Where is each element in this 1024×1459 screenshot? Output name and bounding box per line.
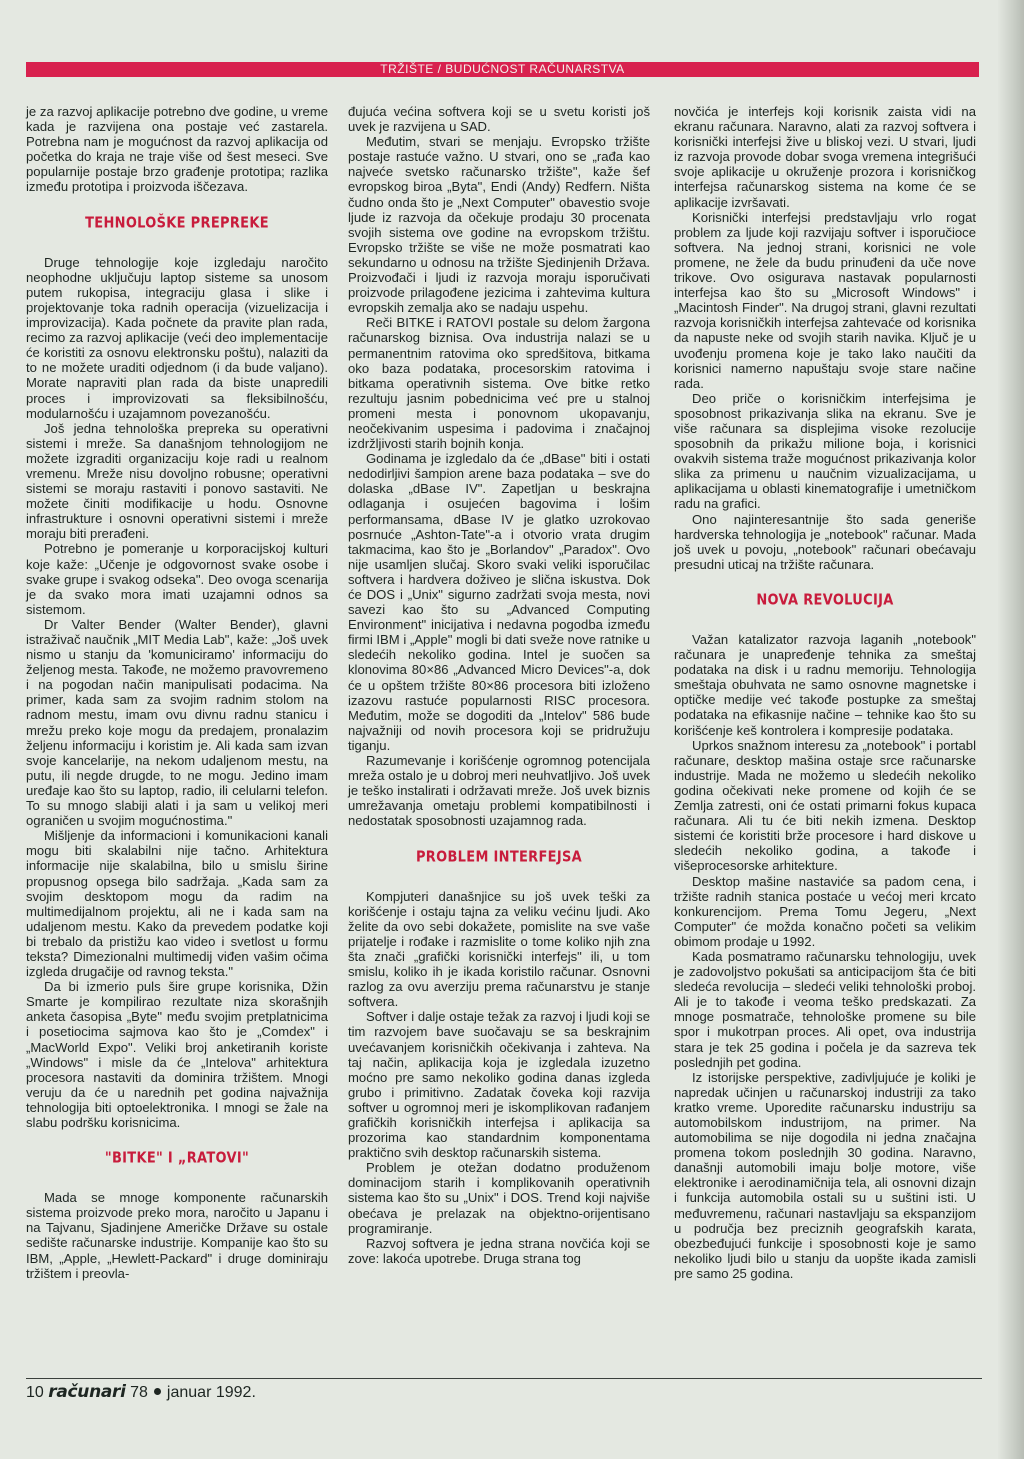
paragraph: Kada posmatramo računarsku tehnologiju, uvek je zadovoljstvo pokušati sa anticipacijom šta će biti sledeća revolucija – sledeći veliki tehnološki proboj. Ali je to takođe i veoma teško predskazati. Za mnoge posmatrače, tehnološke promene su bile spor i mukotrpan proces. Ali opet, ova industrija stara je tek 25 godina i počela je da sazreva tek poslednjih pet godina. <box>674 948 976 1070</box>
column-3 <box>674 104 976 1281</box>
subheading: "BITKE" I „RATOVI" <box>104 1149 250 1168</box>
paragraph: Mada se mnoge komponente računarskih sistema proizvode preko mora, naročito u Japanu i na Tajvanu, Sjadinjene Američke Države su ostale sedište računarske industrije. Kompanije kao što su IBM, „Apple, „Hewlett-Packard" i druge dominiraju tržištem i preovla- <box>26 1190 328 1281</box>
page-edge <box>998 0 1024 1459</box>
paragraph: je za razvoj aplikacije potrebno dve godine, u vreme kada je razvijena ona postaje već zastarela. Potrebna nam je mogućnost da razvoj aplikacija od početka do kraja ne traje više od šest meseci. Sve popularnije postaje brzo građenje prototipa; razlika između prototipa i proizvoda iščezava. <box>26 104 328 195</box>
paragraph: novčića je interfejs koji korisnik zaista vidi na ekranu računara. Naravno, alati za razvoj softvera i korisnički interfejsi žive u bliskoj vezi. U stvari, ljudi iz razvoja provode dobar svoga vremena integrišući svoje aplikacije u okruženje prozora i korisničkog interfejsa računarskog sistema na kome će se aplikacije izvršavati. <box>674 104 976 210</box>
subheading: NOVA REVOLUCIJA <box>756 591 894 610</box>
paragraph: Međutim, stvari se menjaju. Evropsko tržište postaje rastuće važno. U stvari, ono se „rađa kao najveće svetsko računarsko tržište", kaže šef evropskog biroa „Byta", Endi (Andy) Redfern. Ništa čudno onda što je „Next Computer" obavestio svoje ljude iz razvoja da očekuje prodaju 30 procenata svojih sistema ove godine na evropskom tržištu. Evropsko tržište se više ne može posmatrati kao sekundarno u odnosu na tržište Sjedinjenih Država. Proizvođači i ljudi iz razvoja moraju isporučivati proizvode prilagođene jezicima i zahtevima kultura evropskih zemalja ako se nadaju uspehu. <box>348 134 650 316</box>
magazine-logo: računari <box>48 1382 126 1402</box>
paragraph: Kompjuteri današnjice su još uvek teški za korišćenje i ostaju tajna za veliku većinu ljudi. Ako želite da ovo sebi dokažete, pomislite na sve vaše prijatelje i rođake i razmislite o tome koliko njih zna šta znači „grafički korisnički interfejs" ili, u tom smislu, koliko ih je ikada koristilo računar. Osnovni razlog za ovu averziju prema računarstvu je stanje softvera. <box>348 888 650 1010</box>
paragraph: Razvoj softvera je jedna strana novčića koji se zove: lakoća upotrebe. Druga strana tog <box>348 1235 650 1266</box>
paragraph: Dr Valter Bender (Walter Bender), glavni istraživač naučnik „MIT Media Lab", kaže: „Još uvek nismo u stanju da 'komuniciramo' informaciju do željenog mesta. Takođe, ne možemo pravovremeno i na pogodan način manipulisati podacima. Na primer, kada sam za svojim radnim stolom na radnom mestu, imam ovu divnu radnu stanicu i mrežu preko koje mogu da predajem, pronalazim željenu informaciju i koristim je. Ali kada sam izvan svoje kancelarije, na nekom udaljenom mestu, na putu, ili negde drugde, to ne mogu. Jedino imam uređaje kao što su laptop, radio, ili celularni telefon. To su mnogo slabiji alati i ja sam u velikoj meri ograničen u svojim mogućnostima." <box>26 616 328 829</box>
footer <box>26 1381 256 1403</box>
column-1 <box>26 104 328 1281</box>
paragraph: Deo priče o korisničkim interfejsima je sposobnost prikazivanja slika na ekranu. Sve je više računara sa displejima visoke rezolucije sposobnih da prikažu milione boja, i korisnici ovakvih sistema traže mogućnost prikazivanja kolor slika za primenu u naučnim vizualizacijama, u aplikacijama u oblasti kinematografije i umetničkom radu na grafici. <box>674 390 976 512</box>
paragraph: Uprkos snažnom interesu za „notebook" i portabl računare, desktop mašina ostaje srce računarske industrije. Mada ne možemo u sledećih nekoliko godina očekivati neke promene od kojih će se Zemlja zatresti, oni će ostati primarni fokus kupaca računara. Ali tu će biti nekih izmena. Desktop sistemi će koristiti brže procesore i hard diskove u sledećih nekoliko godina, a takođe i višeprocesorske arhitekture. <box>674 737 976 874</box>
subheading: TEHNOLOŠKE PREPREKE <box>85 214 269 232</box>
paragraph: Iz istorijske perspektive, zadivljujuće je koliki je napredak učinjen u računarskoj industriji za tako kratko vreme. Uporedite računarsku industriju sa automobilskom industrijom, na primer. Na automobilima se nije dogodila ni jedna značajna promena tokom poslednjih 30 godina. Naravno, današnji automobili imaju bolje motore, više elektronike i aerodinamičnija tela, ali osnovni dizajn i funkcija automobila ostali su u suštini isti. U međuvremenu, računari nastavljaju sa ekspanzijom u područja bez preciznih geografskih karata, obezbeđujući funkcije i sposobnosti koje je samo nekoliko ljudi bilo u stanju da uopšte ikada zamisli pre samo 25 godina. <box>674 1069 976 1281</box>
section-header-bar <box>26 62 979 77</box>
paragraph: Razumevanje i korišćenje ogromnog potencijala mreža ostalo je u dobroj meri neuhvatljivo. Još uvek je teško instalirati i održavati mreže. Još uvek biznis umrežavanja ometaju problemi kompatibilnosti i nedostatak sposobnosti uzajamnog rada. <box>348 753 650 829</box>
paragraph: Korisnički interfejsi predstavljaju vrlo rogat problem za ljude koji razvijaju softver i isporučioce softvera. Na jednoj strani, korisnici ne vole promene, ne žele da budu prinuđeni da uče nove trikove. Ovo osigurava nastavak popularnosti interfejsa kao što su „Microsoft Windows" i „Macintosh Finder". Na drugoj strani, glavni rezultati razvoja korisničkih interfejsa zahtevaće od korisnika da napuste neke od svojih starih navika. Ključ je u uvođenju promena koje je tako lako naučiti da korisnici namerno napuštaju svoje stare načine rada. <box>674 209 976 391</box>
issue-number: 78 <box>130 1384 148 1401</box>
paragraph: Druge tehnologije koje izgledaju naročito neophodne uključuju laptop sisteme sa unosom putem rukopisa, integraciju glasa i slike i projektovanje toka radnih operacija (vizuelizacija i improvizacija). Kada počnete da pravite plan rada, recimo za razvoj aplikacije (veći deo implementacije će koristiti za osnovu elektronsku poštu), nalaziti da to ne možete uraditi odjednom (i da bude valjano). Morate napraviti plan rada da biste unapredili proces i improvizovati sa fleksibilnošću, modularnošću i uzajamnom povezanošću. <box>26 254 328 421</box>
bullet-icon <box>154 1388 161 1395</box>
paragraph: Važan katalizator razvoja laganih „notebook" računara je unapređenje tehnika za smeštaj podataka na disk i u radnu memoriju. Tehnologija smeštaja obuhvata ne samo osnovne magnetske i optičke medije već takođe postupke za smeštaj podataka na efikasnije načine – tehnike kao što su korišćenje keš kontrolera i kompresije podataka. <box>674 632 976 738</box>
paragraph: Još jedna tehnološka prepreka su operativni sistemi i mreže. Sa današnjom tehnologijom ne možete izgraditi organizaciju koje radi u realnom vremenu. Mreže nisu dovoljno robusne; operativni sistemi se moraju rastaviti i ponovo sastaviti. Ne možete činiti modifikacije u hodu. Osnovne infrastrukture i osnovni operativni sistemi i mreže moraju biti prerađeni. <box>26 420 328 542</box>
column-2 <box>348 104 650 1266</box>
paragraph: Ono najinteresantnije što sada generiše hardverska tehnologija je „notebook" računar. Mada još uvek u povoju, „notebook" računari obećavaju presudni uticaj na tržište računara. <box>674 511 976 572</box>
paragraph: Reči BITKE i RATOVI postale su delom žargona računarskog biznisa. Ova industrija nalazi se u permanentnim ratovima oko spredšitova, bitkama oko baza podataka, procesorskim ratovima i bitkama operativnih sistema. Ove bitke retko rezultuju jasnim pobednicima već pre u stalnoj promeni mesta i ponovnom ukopavanju, neočekivanim uspesima i padovima i značajnoj izdržljivosti starih bojnih konja. <box>348 315 650 452</box>
subheading: PROBLEM INTERFEJSA <box>415 848 583 866</box>
paragraph: Softver i dalje ostaje težak za razvoj i ljudi koji se tim razvojem bave suočavaju se sa beskrajnim uvećavanjem korisničkih očekivanja i zahteva. Na taj način, aplikacija koja je izgledala izuzetno moćno pre samo nekoliko godina danas izgleda grubo i primitivno. Zadatak čoveka koji razvija softver u ogromnoj meri je iskomplikovan rađanjem grafičkih korisničkih interfejsa i aplikacija sa prozorima kao standardnim komponentama praktično svih desktop računarskih sistema. <box>348 1009 650 1161</box>
page-number: 10 <box>26 1384 44 1401</box>
issue-date: januar 1992. <box>166 1384 256 1401</box>
section-title: TRŽIŠTE / BUDUĆNOST RAČUNARSTVA <box>380 62 625 76</box>
paragraph: Godinama je izgledalo da će „dBase" biti i ostati nedodirljivi šampion arene baza podataka – sve do dolaska „dBase IV". Zapetljan u beskrajna odlaganja i osujećen bagovima i lošim performansama, dBase IV je glatko uzrokovao posrnuće „Ashton-Tate"-a i otvorio vrata drugim takmacima, kao što je „Borlandov" „Paradox". Ovo nije usamljen slučaj. Skoro svaki veliki isporučilac softvera i hardvera doživeo je slična iskustva. Dok će DOS i „Unix" sigurno zadržati svoja mesta, novi savezi kao što su „Advanced Computing Environment" inicijativa i nedavna pogodba između firmi IBM i „Apple" mogli bi dati sveže nove ratnike u sledećih nekoliko godina. Intel je suočen sa klonovima 80×86 „Advanced Micro Devices"-a, dok će u opštem tržište 80×86 procesora biti izloženo izazovu rastuće popularnosti RISC procesora. Međutim, može se dogoditi da „Intelov" 586 bude najvažniji od novih procesora koji se pridružuju tiganju. <box>348 451 650 753</box>
paragraph: Problem je otežan dodatno produženom dominacijom starih i komplikovanih operativnih sistema kao što su „Unix" i DOS. Trend koji najviše obećava je prelazak na objektno-orijentisano programiranje. <box>348 1160 650 1236</box>
paragraph: đujuća većina softvera koji se u svetu koristi još uvek je razvijena u SAD. <box>348 104 650 135</box>
paragraph: Potrebno je pomeranje u korporacijskoj kulturi koje kaže: „Učenje je odgovornost svake osobe i svake grupe i svakog odseka". Deo ovoga scenarija je da svako mora imati uzajamni odnos sa sistemom. <box>26 541 328 617</box>
paragraph: Desktop mašine nastaviće sa padom cena, i tržište radnih stanica postaće u većoj meri krcato konkurencijom. Prema Tomu Jegeru, „Next Computer" će možda konačno početi sa velikim obimom prodaje u 1992. <box>674 873 976 949</box>
paragraph: Da bi izmerio puls šire grupe korisnika, Džin Smarte je kompilirao rezultate niza skorašnjih anketa časopisa „Byte" među svojim pretplatnicima i posetiocima sajmova kao što je „Comdex" i „MacWorld Expo". Veliki broj anketiranih koriste „Windows" i misle da će „Intelova" arhitektura procesora nastaviti da dominira tržištem. Mnogi veruju da će u narednih pet godina najvažnija tehnologija biti optoelektronika. I mnogi se žale na slabu podršku korisnicima. <box>26 979 328 1130</box>
paragraph: Mišljenje da informacioni i komunikacioni kanali mogu biti skalabilni nije tačno. Arhitektura informacije nije skalabilna, bilo u smislu širine propusnog opsega bilo sadržaja. „Kada sam za svojim desktopom mogu da radim na multimedijalnom projektu, ali ne i kada sam na udaljenom mestu. Kako da prevedem podatke koji bi trebalo da pristižu kao video i svetlost u formu teksta? Dimezionalni multimedij viđen vašim očima izgleda drugačije od ravnog teksta." <box>26 828 328 980</box>
footer-rule <box>26 1378 982 1379</box>
